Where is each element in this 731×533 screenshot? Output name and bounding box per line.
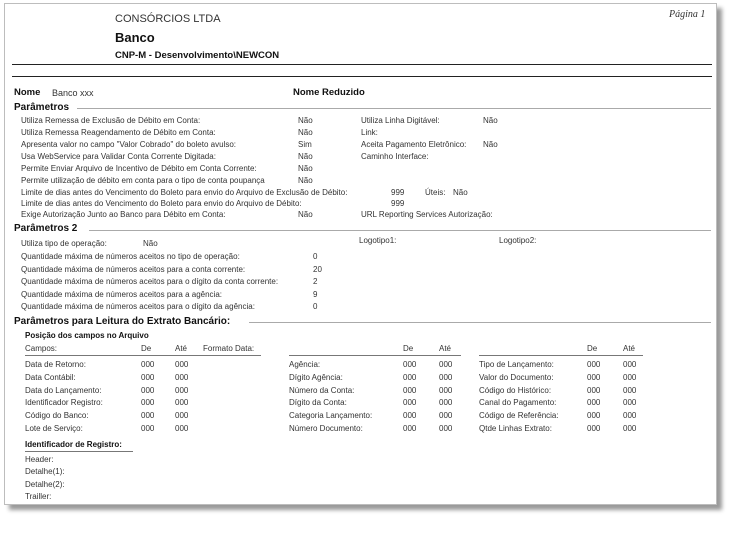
parametro-value: Não — [298, 152, 313, 161]
limite-exclusao-value: 999 — [391, 188, 405, 197]
extrato-field-ate: 000 — [439, 360, 453, 369]
parametro-label: Apresenta valor no campo "Valor Cobrado" do boleto avulso: — [21, 140, 236, 149]
logotipo1-label: Logotipo1: — [359, 236, 397, 245]
parametro-right-label: Link: — [361, 128, 378, 137]
extrato-field-de: 000 — [587, 385, 601, 395]
extrato-field-de: 000 — [141, 424, 155, 433]
header-divider-bottom — [12, 76, 712, 77]
col2-header-rule — [289, 355, 461, 356]
page-number: Página 1 — [669, 9, 706, 20]
extrato-field-ate: 000 — [439, 424, 453, 433]
extrato-field-name: Dígito Agência: — [289, 372, 343, 382]
extrato-field-name: Lote de Serviço: — [25, 424, 83, 433]
extrato-field-de: 000 — [403, 385, 417, 395]
extrato-field-ate: 000 — [439, 411, 453, 421]
parametro-right-label: Aceita Pagamento Eletrônico: — [361, 140, 467, 149]
extrato-field-ate: 000 — [439, 398, 453, 408]
extrato-field-ate: 000 — [623, 424, 637, 433]
extrato-field-de: 000 — [141, 385, 155, 395]
extrato-section-title: Parâmetros para Leitura do Extrato Bancário: — [14, 316, 231, 327]
extrato-field-name: Valor do Documento: — [479, 372, 554, 382]
quantidade-value: 9 — [313, 289, 318, 299]
parametros-section-rule — [77, 108, 711, 109]
extrato-field-de: 000 — [141, 411, 155, 421]
identificador-item: Detalhe(1): — [25, 467, 65, 477]
quantidade-label: Quantidade máxima de números aceitos para a conta corrente: — [21, 264, 246, 274]
quantidade-value: 0 — [313, 252, 318, 261]
url-reporting-label: URL Reporting Services Autorização: — [361, 210, 493, 219]
extrato-field-name: Data do Lançamento: — [25, 385, 102, 395]
extrato-field-de: 000 — [403, 372, 417, 382]
extrato-field-name: Data de Retorno: — [25, 360, 86, 369]
extrato-field-ate: 000 — [439, 372, 453, 382]
quantidade-value: 2 — [313, 277, 318, 286]
quantidade-label: Quantidade máxima de números aceitos para o dígito da conta corrente: — [21, 277, 279, 286]
extrato-field-name: Categoria Lançamento: — [289, 411, 373, 421]
extrato-field-de: 000 — [403, 411, 417, 421]
tipo-operacao-label: Utiliza tipo de operação: — [21, 239, 107, 248]
company-name: CONSÓRCIOS LTDA — [115, 13, 221, 25]
logotipo2-label: Logotipo2: — [499, 236, 537, 245]
extrato-field-de: 000 — [403, 360, 417, 369]
extrato-field-de: 000 — [141, 372, 155, 382]
quantidade-label: Quantidade máxima de números aceitos para a agência: — [21, 289, 223, 299]
nome-label: Nome — [14, 87, 41, 98]
parametro-label: Usa WebService para Validar Conta Corrente Digitada: — [21, 152, 216, 161]
extrato-field-ate: 000 — [623, 411, 637, 421]
extrato-field-name: Data Contábil: — [25, 372, 76, 382]
identificador-registro-rule — [25, 451, 133, 452]
limite-debito-value: 999 — [391, 199, 405, 208]
col3-header-de: De — [587, 344, 598, 353]
extrato-field-de: 000 — [587, 398, 601, 408]
extrato-field-name: Identificador Registro: — [25, 398, 103, 408]
col3-header-rule — [479, 355, 643, 356]
identificador-item: Header: — [25, 455, 54, 464]
quantidade-label: Quantidade máxima de números aceitos para o dígito da agência: — [21, 302, 255, 311]
parametro-label: Permite Enviar Arquivo de Incentivo de Débito em Conta Corrente: — [21, 164, 257, 173]
report-subtitle: CNP-M - Desenvolvimento\NEWCON — [115, 50, 280, 61]
parametros-section-title: Parâmetros — [14, 102, 70, 113]
extrato-field-name: Canal do Pagamento: — [479, 398, 557, 408]
identificador-registro-title: Identificador de Registro: — [25, 440, 122, 449]
extrato-section-rule — [249, 322, 711, 323]
col1-header-ate: Até — [175, 344, 188, 353]
extrato-field-ate: 000 — [175, 411, 189, 421]
parametro-label: Permite utilização de débito em conta para o tipo de conta poupança — [21, 176, 265, 185]
parametro-value: Não — [298, 176, 313, 185]
col1-header-rule — [25, 355, 261, 356]
uteis-label: Úteis: — [425, 188, 446, 197]
extrato-field-ate: 000 — [175, 360, 189, 369]
extrato-field-ate: 000 — [439, 385, 453, 395]
uteis-value: Não — [453, 188, 468, 197]
posicao-campos-title: Posição dos campos no Arquivo — [25, 331, 149, 340]
report-page — [4, 3, 717, 505]
extrato-field-ate: 000 — [623, 385, 637, 395]
quantidade-value: 0 — [313, 302, 318, 311]
extrato-field-ate: 000 — [175, 398, 189, 408]
extrato-field-ate: 000 — [623, 372, 637, 382]
exige-autorizacao-label: Exige Autorização Junto ao Banco para Débito em Conta: — [21, 210, 226, 219]
extrato-field-name: Código de Referência: — [479, 411, 559, 421]
parametros2-section-title: Parâmetros 2 — [14, 223, 78, 234]
header-divider-top — [12, 64, 712, 65]
parametro-label: Utiliza Remessa Reagendamento de Débito em Conta: — [21, 128, 216, 137]
parametro-label: Utiliza Remessa de Exclusão de Débito em Conta: — [21, 116, 201, 125]
nome-reduzido-label: Nome Reduzido — [293, 87, 365, 98]
extrato-field-name: Código do Banco: — [25, 411, 89, 421]
extrato-field-name: Número Documento: — [289, 424, 363, 433]
extrato-field-ate: 000 — [175, 372, 189, 382]
extrato-field-ate: 000 — [623, 398, 637, 408]
tipo-operacao-value: Não — [143, 239, 158, 248]
extrato-field-ate: 000 — [623, 360, 637, 369]
extrato-field-de: 000 — [141, 360, 155, 369]
extrato-field-de: 000 — [403, 424, 417, 433]
identificador-item: Trailler: — [25, 491, 52, 501]
extrato-field-name: Agência: — [289, 360, 321, 369]
limite-debito-label: Limite de dias antes do Vencimento do Boleto para envio do Arquivo de Débito: — [21, 199, 302, 208]
extrato-field-ate: 000 — [175, 424, 189, 433]
extrato-field-name: Tipo de Lançamento: — [479, 360, 554, 369]
col2-header-ate: Até — [439, 344, 452, 353]
extrato-field-name: Dígito da Conta: — [289, 398, 347, 408]
extrato-field-de: 000 — [587, 372, 601, 382]
extrato-field-ate: 000 — [175, 385, 189, 395]
parametro-right-value: Não — [483, 140, 498, 149]
exige-autorizacao-value: Não — [298, 210, 313, 219]
parametro-right-value: Não — [483, 116, 498, 125]
extrato-field-de: 000 — [141, 398, 155, 408]
parametro-value: Não — [298, 164, 313, 173]
extrato-field-name: Qtde Linhas Extrato: — [479, 424, 552, 433]
parametro-value: Sim — [298, 140, 312, 149]
parametro-value: Não — [298, 128, 313, 137]
extrato-field-name: Código do Histórico: — [479, 385, 552, 395]
extrato-field-name: Número da Conta: — [289, 385, 355, 395]
extrato-field-de: 000 — [587, 360, 601, 369]
col1-header-campos: Campos: — [25, 344, 58, 353]
col1-header-de: De — [141, 344, 152, 353]
parametros2-section-rule — [89, 230, 711, 231]
parametro-right-label: Utiliza Linha Digitável: — [361, 116, 440, 125]
nome-value: Banco xxx — [52, 88, 94, 98]
parametro-value: Não — [298, 116, 313, 125]
extrato-field-de: 000 — [403, 398, 417, 408]
col2-header-de: De — [403, 344, 414, 353]
parametro-right-label: Caminho Interface: — [361, 152, 429, 161]
limite-exclusao-label: Limite de dias antes do Vencimento do Boleto para envio do Arquivo de Exclusão de Débito: — [21, 188, 348, 197]
col3-header-ate: Até — [623, 344, 636, 353]
quantidade-value: 20 — [313, 264, 322, 274]
quantidade-label: Quantidade máxima de números aceitos no tipo de operação: — [21, 252, 240, 261]
identificador-item: Detalhe(2): — [25, 479, 65, 489]
col1-header-formato: Formato Data: — [203, 344, 255, 353]
extrato-field-de: 000 — [587, 424, 601, 433]
extrato-field-de: 000 — [587, 411, 601, 421]
report-title: Banco — [115, 30, 155, 45]
